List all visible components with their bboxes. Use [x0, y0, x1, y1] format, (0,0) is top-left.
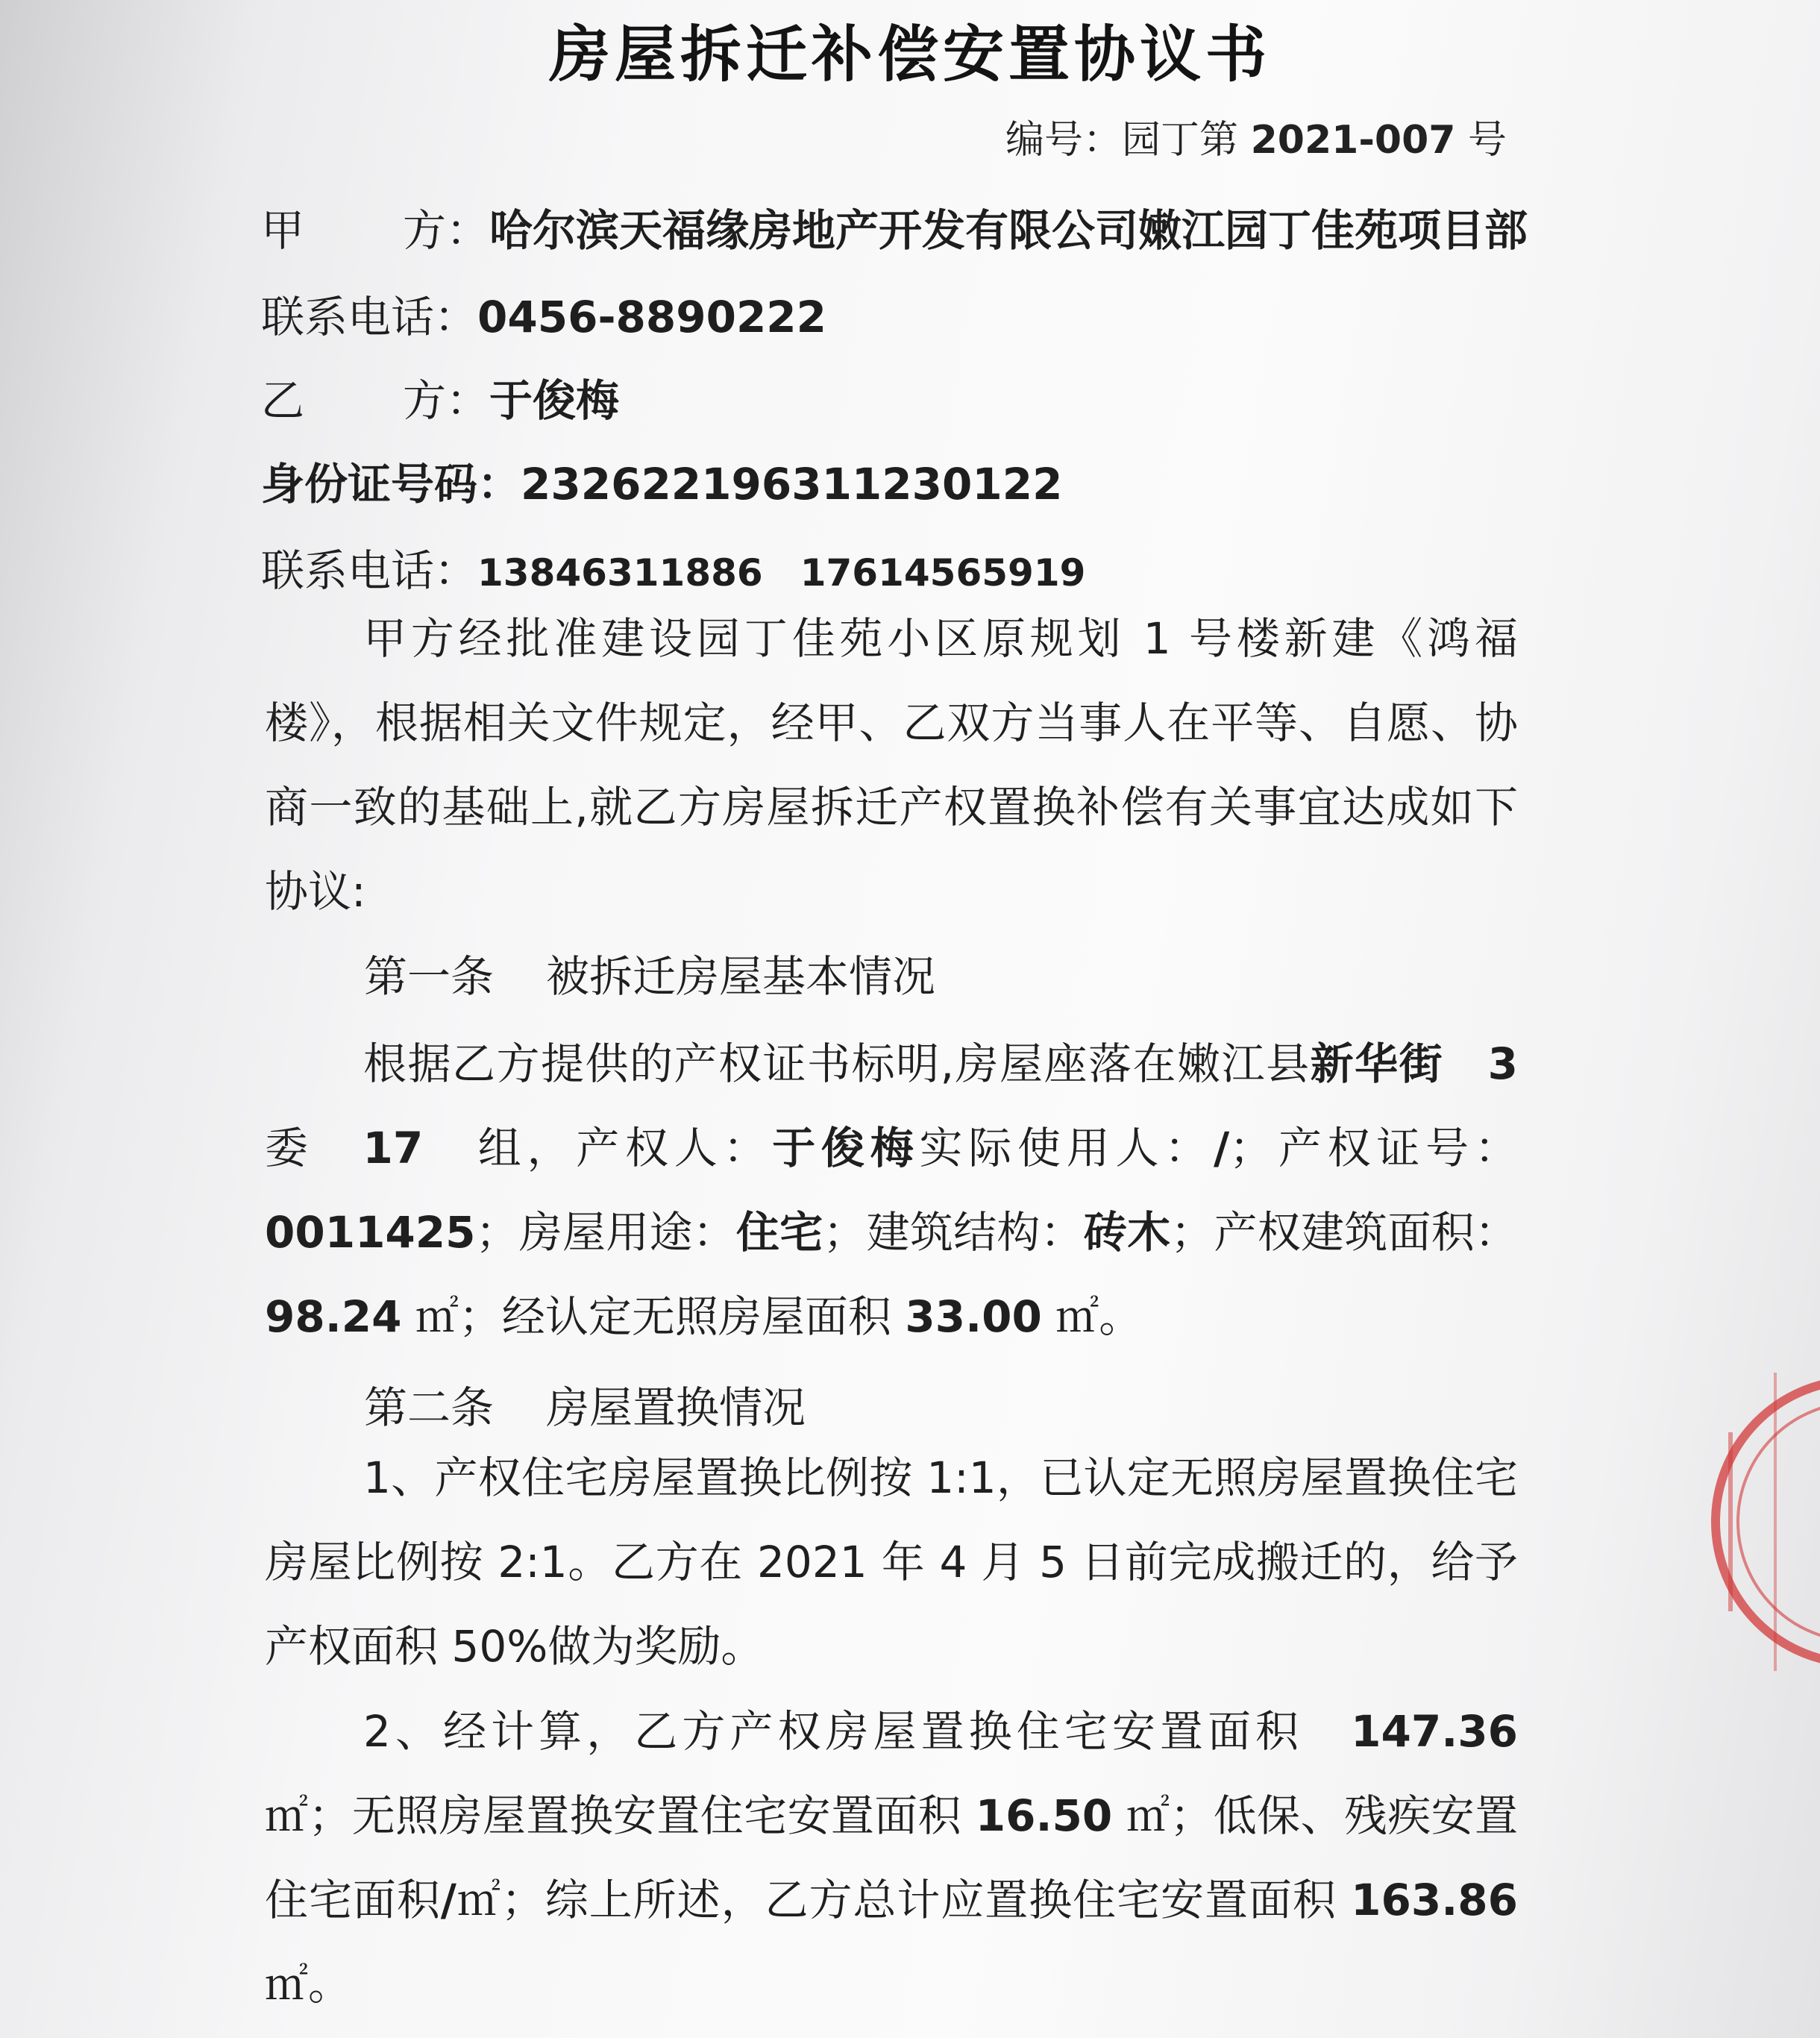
article-1-text-10: ；产权建筑面积： — [1170, 1207, 1518, 1258]
article-1-heading — [364, 941, 935, 1004]
phone-b-label: 联系电话： — [261, 545, 478, 596]
id-value: 232622196311230122 — [521, 459, 1063, 510]
party-a-value: 哈尔滨天福缘房地产开发有限公司嫩江园丁佳苑项目部 — [489, 205, 1528, 256]
party-b-value: 于俊梅 — [489, 375, 620, 426]
article-1-committee: 3 — [1487, 1038, 1518, 1089]
article-2-item-2-area-1: 147.36 — [1351, 1706, 1518, 1757]
article-2-item-2-total-area: 163.86 — [1351, 1875, 1518, 1925]
party-a-label-2: 方： — [403, 205, 490, 256]
id-line — [261, 449, 1062, 512]
phone-a-value: 0456-8890222 — [477, 292, 827, 342]
article-1-number: 第一条 — [364, 951, 495, 1002]
intro-paragraph: 甲方经批准建设园丁佳苑小区原规划 1 号楼新建《鸿福楼》，根据相关文件规定，经甲、乙双方当事人在平等、自愿、协商一致的基础上,就乙方房屋拆迁产权置换补偿有关事宜达成如下协议: — [265, 613, 1518, 917]
article-1-text-6: 实际使用人： — [919, 1123, 1214, 1173]
article-1-text-8: ；房屋用途： — [475, 1207, 736, 1258]
article-2-item-2 — [265, 1690, 1518, 2027]
article-1-text-7: ；产权证号： — [1229, 1123, 1518, 1173]
article-2-item-2-area-3: / — [440, 1875, 456, 1925]
article-1-paragraph — [265, 1022, 1518, 1359]
article-2-number: 第二条 — [364, 1382, 495, 1433]
article-1-owner: 于俊梅 — [772, 1123, 920, 1173]
article-1-cert: 0011425 — [265, 1207, 476, 1258]
red-stamp-seal — [1708, 1149, 1820, 1895]
article-2-heading — [364, 1373, 806, 1435]
article-1-user: / — [1213, 1123, 1230, 1173]
article-2-title: 房屋置换情况 — [546, 1382, 806, 1433]
article-1-text-3: 委 — [265, 1123, 314, 1173]
phone-b-line — [261, 536, 1085, 598]
article-2-item-2-text-3: ㎡；低保、残疾安置住宅面积 — [265, 1790, 1518, 1925]
article-1-text-5: 组，产权人： — [477, 1123, 773, 1173]
party-b-line — [261, 366, 619, 428]
article-1-text-11: ㎡；经认定无照房屋面积 — [415, 1291, 891, 1342]
phone-a-label: 联系电话： — [261, 292, 478, 342]
article-2-item-2-text-1: 2、经计算，乙方产权房屋置换住宅安置面积 — [363, 1706, 1304, 1757]
document-number-value: 2021-007 — [1250, 118, 1456, 163]
phone-b-value: 13846311886 17614565919 — [477, 551, 1086, 595]
document-number-suffix: 号 — [1467, 118, 1507, 163]
article-2-item-2-text-5: ㎡。 — [265, 1959, 352, 2010]
article-1-use: 住宅 — [735, 1207, 823, 1258]
article-1-structure: 砖木 — [1083, 1207, 1171, 1258]
party-a-line — [261, 195, 1528, 258]
party-b-label-2: 方： — [403, 375, 490, 426]
document-number-label: 编号：园丁第 — [1005, 118, 1239, 163]
article-2-item-2-area-2: 16.50 — [975, 1790, 1113, 1841]
party-a-label-1: 甲 — [261, 205, 305, 256]
document-title: 房屋拆迁补偿安置协议书 — [548, 19, 1271, 90]
article-1-text-9: ；建筑结构： — [823, 1207, 1084, 1258]
article-1-group: 17 — [363, 1123, 424, 1173]
article-2-item-2-text-2: ㎡；无照房屋置换安置住宅安置面积 — [265, 1790, 961, 1841]
article-1-street: 新华街 — [1310, 1038, 1444, 1089]
article-1-text-12: ㎡。 — [1055, 1291, 1143, 1342]
article-1-area: 98.24 — [265, 1291, 402, 1342]
party-b-label-1: 乙 — [261, 375, 305, 426]
document-number — [1005, 108, 1507, 164]
phone-a-line — [261, 282, 826, 345]
article-1-title: 被拆迁房屋基本情况 — [546, 951, 936, 1002]
id-label: 身份证号码： — [261, 459, 521, 510]
article-1-unlicensed-area: 33.00 — [905, 1291, 1042, 1342]
article-2-item-1: 1、产权住宅房屋置换比例按 1:1，已认定无照房屋置换住宅房屋比例按 2:1。乙方在 2021 年 4 月 5 日前完成搬迁的，给予产权面积 50%做为奖励。 — [265, 1452, 1518, 1672]
article-1-text-1: 根据乙方提供的产权证书标明,房屋座落在嫩江县 — [363, 1038, 1311, 1089]
article-2-item-2-text-4: ㎡；综上所述，乙方总计应置换住宅安置面积 — [456, 1875, 1337, 1925]
